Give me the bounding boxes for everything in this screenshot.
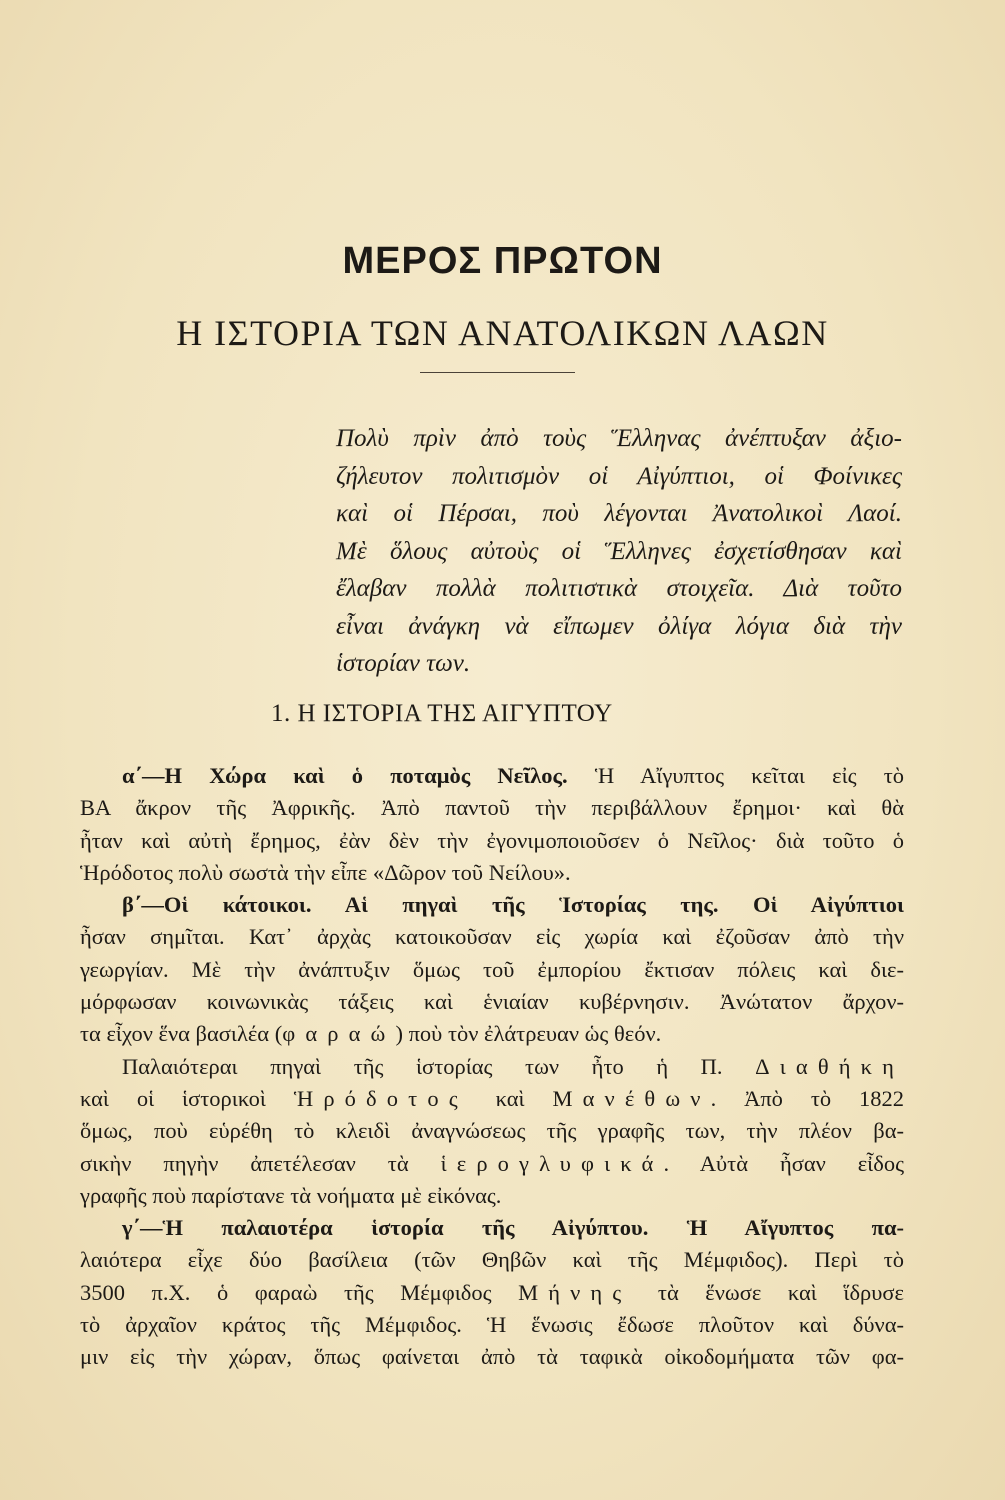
- spaced-term: Μήνης: [518, 1279, 632, 1305]
- body-text: [80, 760, 904, 1374]
- paragraph-line: ἦσαν σημῖται. Κατ᾿ ἀρχὰς κατοικοῦσαν εἰς χωρία καὶ ἐζοῦσαν ἀπὸ τὴν: [80, 924, 904, 950]
- intro-line: Μὲ ὅλους αὐτοὺς οἱ Ἕλληνες ἐσχετίσθησαν καὶ: [336, 537, 902, 565]
- paragraph-line: καὶ οἱ ἱστορικοὶ Ἡρόδοτος καὶ Μανέθων. Ἀπὸ τὸ 1822: [80, 1085, 904, 1111]
- intro-line: καὶ οἱ Πέρσαι, ποὺ λέγονται Ἀνατολικοὶ Λαοί.: [336, 500, 902, 527]
- intro-line: ἱστορίαν των.: [336, 650, 471, 677]
- paragraph-line: ἦταν καὶ αὐτὴ ἔρημος, ἐὰν δὲν τὴν ἐγονιμοποιοῦσεν ὁ Νεῖλος· διὰ τοῦτο ὁ: [80, 827, 904, 853]
- paragraph-line: τα εἶχον ἕνα βασιλέα (φαραώ) ποὺ τὸν ἐλάτρευαν ὡς θεόν.: [80, 1021, 662, 1047]
- paragraph-marker: γ΄—Ἡ παλαιοτέρα ἱστορία τῆς Αἰγύπτου.: [122, 1215, 649, 1241]
- paragraph-line: ὅμως, ποὺ εὑρέθη τὸ κλειδὶ ἀναγνώσεως τῆς γραφῆς των, τὴν πλέον βα-: [80, 1118, 904, 1144]
- paragraph-line: μιν εἰς τὴν χώραν, ὅπως φαίνεται ἀπὸ τὰ ταφικὰ οἰκοδομήματα τῶν φα-: [80, 1344, 904, 1370]
- section-heading: 1. Η ΙΣΤΟΡΙΑ ΤΗΣ ΑΙΓΥΠΤΟΥ: [271, 700, 613, 727]
- paragraph-line: σικὴν πηγὴν ἀπετέλεσαν τὰ ἱερογλυφικά. Αὐτὰ ἦσαν εἶδος: [80, 1150, 904, 1176]
- paragraph-line: λαιότερα εἶχε δύο βασίλεια (τῶν Θηβῶν καὶ τῆς Μέμφιδος). Περὶ τὸ: [80, 1247, 904, 1273]
- paragraph-marker: α΄—Η Χώρα καὶ ὁ ποταμὸς Νεῖλος.: [122, 763, 568, 788]
- spaced-term: Ἡρόδοτος: [293, 1085, 468, 1111]
- intro-line: ἔλαβαν πολλὰ πολιτιστικὰ στοιχεῖα. Διὰ τοῦτο: [336, 575, 902, 602]
- part-title: ΜΕΡΟΣ ΠΡΩΤΟΝ: [342, 240, 663, 282]
- intro-line: ζήλευτον πολιτισμὸν οἱ Αἰγύπτιοι, οἱ Φοίνικες: [336, 462, 902, 490]
- spaced-term: Μανέθων: [552, 1085, 711, 1111]
- paragraph-line: μόρφωσαν κοινωνικὰς τάξεις καὶ ἑνιαίαν κυβέρνησιν. Ἀνώτατον ἄρχον-: [80, 989, 904, 1015]
- paragraph-line: [80, 889, 904, 921]
- paragraph-line: Ἡρόδοτος πολὺ σωστὰ τὴν εἶπε «Δῶρον τοῦ Νείλου».: [80, 859, 571, 885]
- intro-line: Πολὺ πρὶν ἀπὸ τοὺς Ἕλληνας ἀνέπτυξαν ἀξιο-: [336, 425, 902, 452]
- chapter-title: Η ΙΣΤΟΡΙΑ ΤΩΝ ΑΝΑΤΟΛΙΚΩΝ ΛΑΩΝ: [176, 313, 829, 353]
- paragraph-line: 3500 π.Χ. ὁ φαραὼ τῆς Μέμφιδος Μήνης τὰ ἕνωσε καὶ ἵδρυσε: [80, 1279, 904, 1305]
- paragraph-line: Παλαιότεραι πηγαὶ τῆς ἱστορίας των ἦτο ἡ Π. Διαθήκη: [122, 1053, 904, 1079]
- title-divider: [420, 372, 575, 373]
- spaced-term: ἱερογλυφικά: [440, 1150, 664, 1176]
- paragraph-marker: β΄—Οἱ κάτοικοι. Αἱ πηγαὶ τῆς Ἱστορίας της. Οἱ Αἰγύπτιοι: [122, 892, 904, 918]
- paragraph-line: γ΄—Ἡ παλαιοτέρα ἱστορία τῆς Αἰγύπτου. Ἡ Αἴγυπτος πα-: [122, 1215, 904, 1241]
- paragraph-line: γεωργίαν. Μὲ τὴν ἀνάπτυξιν ὅμως τοῦ ἐμπορίου ἔκτισαν πόλεις καὶ διε-: [80, 956, 904, 982]
- paragraph-line: τὸ ἀρχαῖον κράτος τῆς Μέμφιδος. Ἡ ἕνωσις ἔδωσε πλοῦτον καὶ δύνα-: [80, 1312, 904, 1338]
- paragraph-line: α΄—Η Χώρα καὶ ὁ ποταμὸς Νεῖλος. Ἡ Αἴγυπτος κεῖται εἰς τὸ: [122, 763, 904, 788]
- spaced-term: Διαθήκη: [755, 1053, 904, 1079]
- intro-line: εἶναι ἀνάγκη νὰ εἴπωμεν ὀλίγα λόγια διὰ τὴν: [336, 612, 902, 640]
- intro-paragraph: [336, 420, 902, 683]
- paragraph-line: γραφῆς ποὺ παρίστανε τὰ νοήματα μὲ εἰκόνας.: [80, 1182, 502, 1208]
- spaced-term: φαραώ: [282, 1021, 396, 1047]
- paragraph-line: ΒΑ ἄκρον τῆς Ἀφρικῆς. Ἀπὸ παντοῦ τὴν περιβάλλουν ἔρημοι· καὶ θὰ: [80, 795, 904, 821]
